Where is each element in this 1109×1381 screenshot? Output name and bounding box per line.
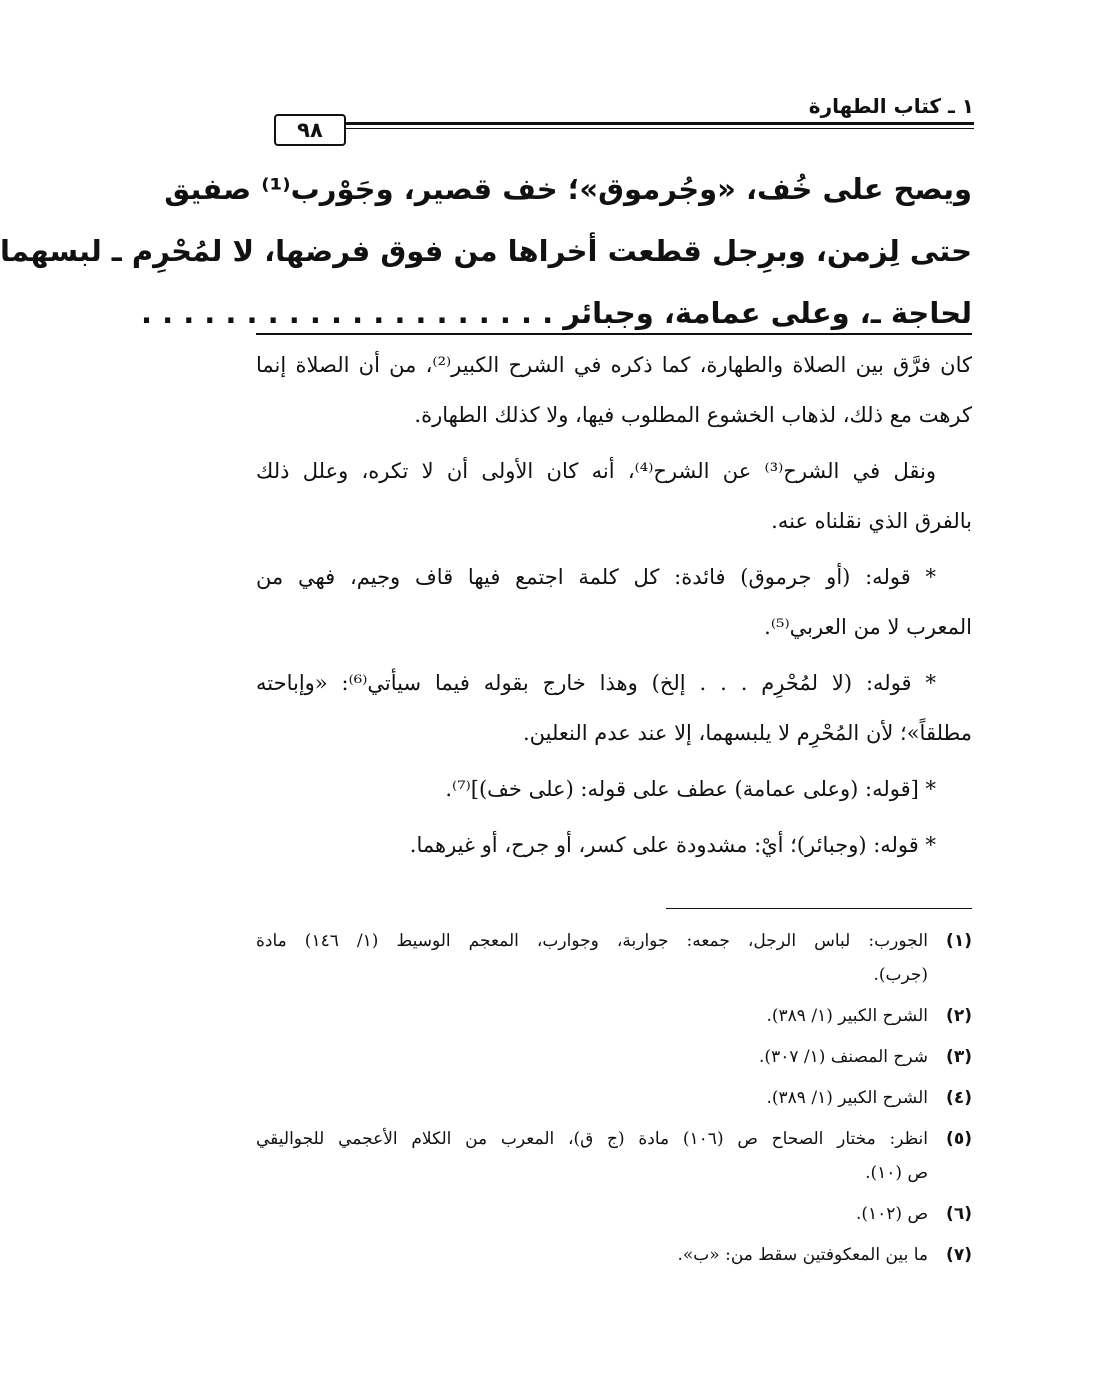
footnote [256,1197,972,1231]
matn-line: حتى لِزمن، وبرِجل قطعت أخراها من فوق فرضها، لا لمُحْرِم ـ لبسهما [0,234,972,268]
commentary-paragraph [256,658,972,758]
footnote [256,1040,972,1074]
matn-line: لحاجة ـ، وعلى عمامة، وجبائر . . . . . . . . . . . . . . . . . . . . [140,296,972,330]
commentary [256,340,972,870]
footnote-separator-rule [666,908,972,909]
commentary-line: بالفرق الذي نقلناه عنه. [771,509,972,533]
chapter-title: ١ ـ كتاب الطهارة [808,94,974,118]
page-number-box: ٩٨ [274,114,346,146]
footnote [256,1122,972,1190]
commentary-line: * قوله: (وجبائر)؛ أيْ: مشدودة على كسر، أو جرح، أو غيرهما. [409,833,936,857]
footnote [256,999,972,1033]
matn-line: ويصح على خُف، «وجُرموق»؛ خف قصير، وجَوْرب⁽¹⁾ صفيق [164,172,972,206]
footnote-number: (٤) [946,1088,972,1108]
commentary-line: * قوله: (لا لمُحْرِم . . . إلخ) وهذا خارج بقوله فيما سيأتي⁽⁶⁾: «وإباحته [256,671,936,695]
footnote-number: (١) [946,931,972,951]
footnote-line: انظر: مختار الصحاح ص (١٠٦) مادة (ج ق)، المعرب من الكلام الأعجمي للجواليقي [256,1129,928,1149]
footnote-number: (٥) [946,1129,972,1149]
footnote-number: (٦) [946,1204,972,1224]
commentary-line: ونقل في الشرح⁽³⁾ عن الشرح⁽⁴⁾، أنه كان الأولى أن لا تكره، وعلل ذلك [256,459,936,483]
matn-text [0,158,972,344]
commentary-line: * [قوله: (وعلى عمامة) عطف على قوله: (على خف)]⁽⁷⁾. [445,777,936,801]
commentary-paragraph [256,820,972,870]
page-header [254,92,974,152]
commentary-line: * قوله: (أو جرموق) فائدة: كل كلمة اجتمع فيها قاف وجيم، فهي من [256,565,936,589]
footnote-line: (جرب). [873,965,928,985]
commentary-line: كرهت مع ذلك، لذهاب الخشوع المطلوب فيها، ولا كذلك الطهارة. [414,403,972,427]
footnote-line: الشرح الكبير (١/ ٣٨٩). [766,1006,928,1026]
commentary-line: المعرب لا من العربي⁽⁵⁾. [764,615,972,639]
footnote-line: ما بين المعكوفتين سقط من: «ب». [677,1245,928,1265]
footnote [256,1238,972,1272]
commentary-line: كان فرَّق بين الصلاة والطهارة، كما ذكره في الشرح الكبير⁽²⁾، من أن الصلاة إنما [256,353,972,377]
commentary-line: مطلقاً»؛ لأن المُحْرِم لا يلبسهما، إلا عند عدم النعلين. [522,721,972,745]
commentary-paragraph [256,340,972,440]
footnote [256,1081,972,1115]
footnote-line: شرح المصنف (١/ ٣٠٧). [759,1047,928,1067]
commentary-paragraph [256,552,972,652]
header-rule-thin [324,128,974,129]
footnote-number: (٧) [946,1245,972,1265]
commentary-paragraph [256,764,972,814]
footnote-number: (٣) [946,1047,972,1067]
footnote-number: (٢) [946,1006,972,1026]
footnote-line: ص (١٠٢). [855,1204,928,1224]
footnote [256,924,972,992]
footnote-line: الشرح الكبير (١/ ٣٨٩). [766,1088,928,1108]
header-rule-thick [324,122,974,125]
footnotes [256,924,972,1279]
footnote-line: ص (١٠). [865,1163,928,1183]
matn-separator-rule [256,333,972,335]
commentary-paragraph [256,446,972,546]
footnote-line: الجورب: لباس الرجل، جمعه: جواربة، وجوارب، المعجم الوسيط (١/ ١٤٦) مادة [256,931,928,951]
